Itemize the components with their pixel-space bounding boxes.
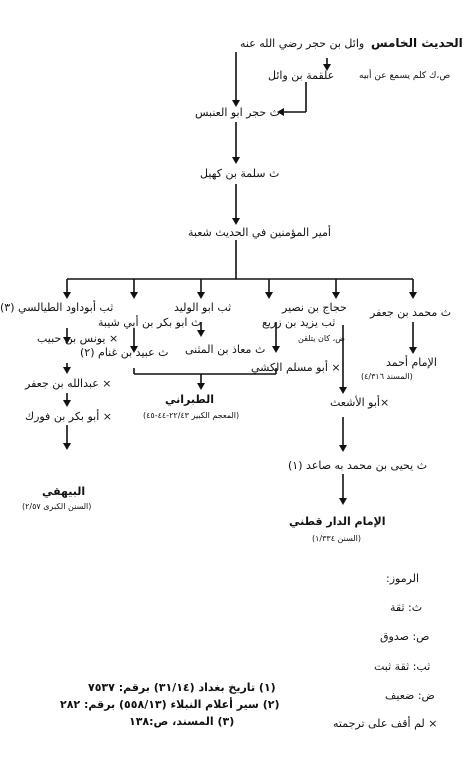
node-abdullah-jafar: × عبدالله بن جعفر bbox=[25, 377, 112, 390]
node-abu-al-walid: ثب ابو الوليد bbox=[174, 301, 232, 314]
node-ubayd: ث عبيد بن غنام (٢) bbox=[80, 346, 169, 359]
ref-sunan-daraqutni: (السنن ١/٣٣٤) bbox=[312, 534, 361, 543]
node-abu-muslim: × أبو مسلم الكشي bbox=[251, 361, 341, 374]
note-alqama: ص،ك كلم يسمع عن أبيه bbox=[359, 71, 451, 81]
node-yunus: × يونس بن حبيب bbox=[37, 332, 119, 345]
legend-item-unknown: × لم أقف على ترجمته bbox=[333, 717, 438, 730]
ref-mujam-kabir: (المعجم الكبير ٢٢/٤٣-٤٤-٤٥) bbox=[143, 411, 240, 420]
legend-item-thiqa: ث: ثقة bbox=[390, 601, 423, 614]
node-muadh: ث معاذ بن المثنى bbox=[185, 343, 266, 356]
hadith-title: الحديث الخامس bbox=[371, 36, 463, 50]
node-imam-ahmad: الإمام أحمد bbox=[386, 356, 437, 369]
node-shuba: أمير المؤمنين في الحديث شعبة bbox=[188, 226, 331, 239]
node-daraqutni: الإمام الدار قطني bbox=[289, 515, 386, 528]
footnote-3: (٣) المسند، ص:١٣٨ bbox=[129, 715, 235, 728]
node-yahya: ث يحيى بن محمد به صاعد (١) bbox=[288, 459, 428, 472]
footnote-1: (١) تاريخ بغداد (٣١/١٤) برقم: ٧٥٣٧ bbox=[88, 681, 276, 694]
node-bayhaqi: البيهقي bbox=[42, 485, 86, 498]
note-kana-yatalaqqan: ض، كان يتلقن bbox=[298, 334, 345, 343]
node-salama: ث سلمة بن كهيل bbox=[200, 167, 280, 180]
footnote-2: (٢) سير أعلام النبلاء (٥٥٨/١٣) برقم: ٢٨٢ bbox=[60, 698, 280, 711]
node-tabarani: الطبراني bbox=[165, 393, 214, 406]
node-abu-dawud: ثب أبوداود الطيالسي (٣) bbox=[0, 301, 114, 314]
legend-item-daif: ض: ضعيف bbox=[385, 689, 435, 702]
node-muhammad-jafar: ث محمد بن جعفر bbox=[370, 306, 452, 319]
node-abu-al-ashath: ×أبو الأشعث bbox=[330, 396, 390, 409]
ref-musnad-ahmad: (المسند ٤/٣١٦) bbox=[361, 372, 413, 381]
node-hajjaj: حجاج بن نصير bbox=[282, 301, 347, 314]
node-wail: وائل بن حجر رضي الله عنه bbox=[240, 37, 365, 50]
legend-item-saduq: ص: صدوق bbox=[380, 630, 430, 643]
node-alqama: علقمة بن وائل bbox=[268, 69, 335, 82]
node-abu-bakr-abi-shayba: ث ابو بكر بن أبي شيبة bbox=[98, 316, 202, 329]
node-abu-bakr-furak: × أبو بكر بن فورك bbox=[25, 410, 112, 423]
legend-heading: الرموز: bbox=[386, 572, 420, 585]
legend-item-thiqa-thabt: ثب: ثقة ثبت bbox=[374, 660, 431, 673]
node-hujr: ث حجر ابو العنبس bbox=[195, 106, 280, 119]
ref-sunan-kubra: (السنن الكبرى ٢/٥٧) bbox=[22, 502, 92, 511]
node-yazid: ثب يزيد بن زريع bbox=[262, 316, 336, 329]
